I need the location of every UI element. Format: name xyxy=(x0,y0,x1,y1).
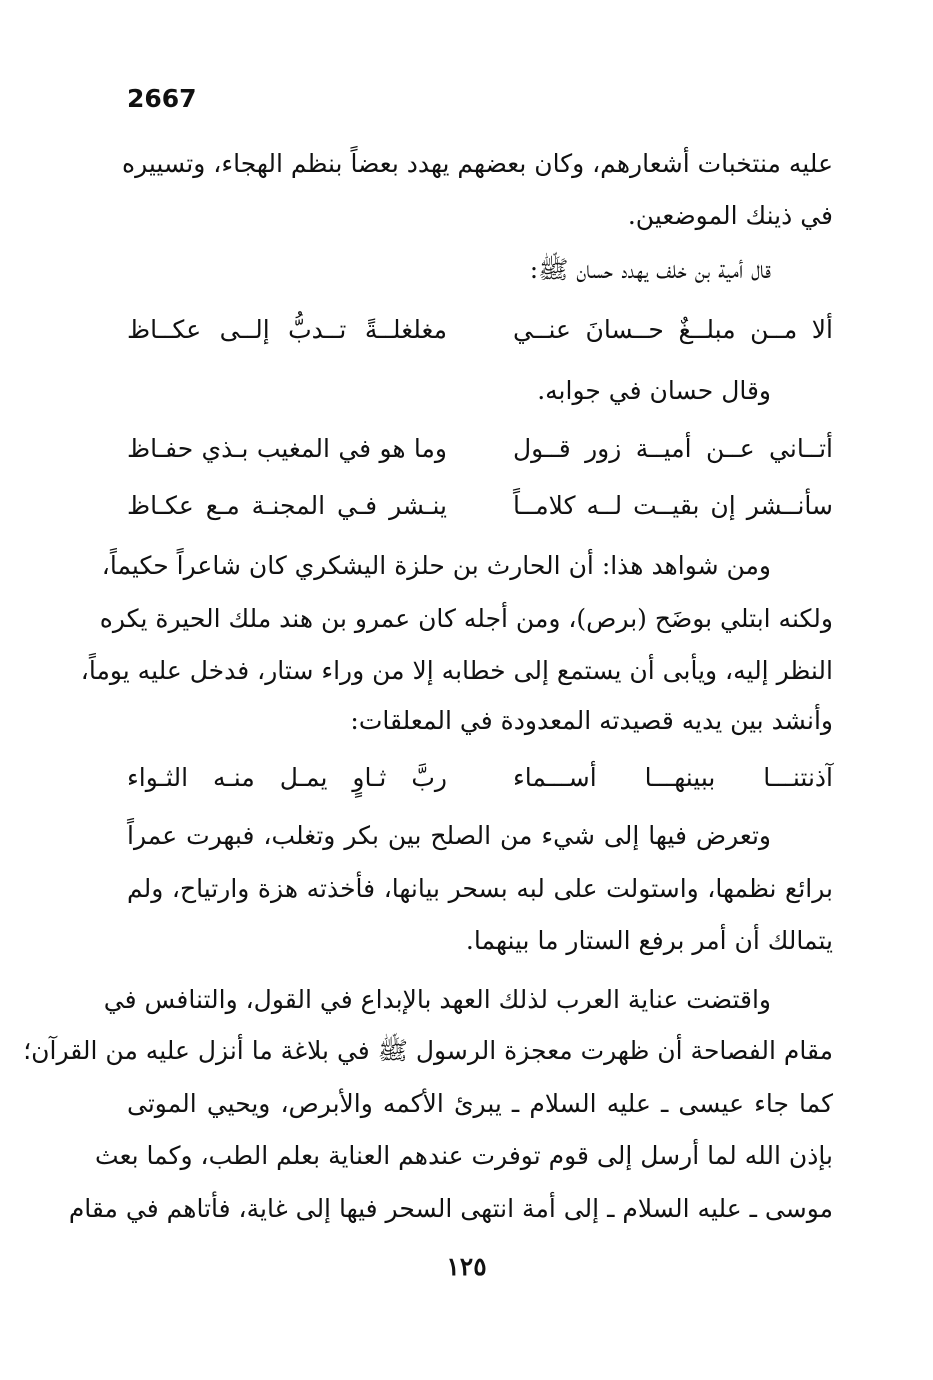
verse-4 xyxy=(127,758,833,798)
text-line-12: واقتضت عناية العرب لذلك العهد بالإبداع في القول، والتنافس في xyxy=(103,985,771,1014)
text-line-3: قال أمية بن خلف يهدد حسان ﷺ: xyxy=(529,255,771,284)
text-line-11: يتمالك أن أمر برفع الستار ما بينهما. xyxy=(465,926,833,955)
verse-1-first-hemistich: ألا مــن مبلــغٌ حــسانَ عنــي xyxy=(513,315,833,344)
text-line-1: عليه منتخبات أشعارهم، وكان بعضهم يهدد بعضاً بنظم الهجاء، وتسييره xyxy=(122,149,833,178)
text-line-15: بإذن الله لما أرسل إلى قوم توفرت عندهم العناية بعلم الطب، وكما بعث xyxy=(95,1141,833,1170)
text-line-10: برائع نظمها، واستولت على لبه بسحر بيانها، فأخذته هزة وارتياح، ولم xyxy=(127,874,833,903)
text-line-13: مقام الفصاحة أن ظهرت معجزة الرسول ﷺ في بلاغة ما أنزل عليه من القرآن؛ xyxy=(23,1036,833,1065)
verse-2-first-hemistich: أتــاني عــن أميــة زور قــول xyxy=(513,434,833,463)
verse-2 xyxy=(127,429,833,469)
verse-1-second-hemistich: مغلغلــةً تــدبُّ إلــى عكــاظ xyxy=(127,315,447,344)
text-line-7: النظر إليه، ويأبى أن يستمع إلى خطابه إلا من وراء ستار، فدخل عليه يوماً، xyxy=(80,656,833,685)
text-line-16: موسى ـ عليه السلام ـ إلى أمة انتهى السحر فيها إلى غاية، فأتاهم في مقام xyxy=(68,1194,833,1223)
verse-4-second-hemistich: ربَّ ثـاوٍ يمـل منـه الثـواء xyxy=(127,763,447,792)
verse-4-first-hemistich: آذنتنـــا ببينهـــا أســـماء xyxy=(513,763,833,792)
text-line-4: وقال حسان في جوابه. xyxy=(537,376,771,405)
text-line-14: كما جاء عيسى ـ عليه السلام ـ يبرئ الأكمه والأبرص، ويحيي الموتى xyxy=(127,1089,833,1118)
verse-3-first-hemistich: سأنــشر إن بقيــت لــه كلامــاً xyxy=(513,491,833,520)
text-line-6: ولكنه ابتلي بوضَح (برص)، ومن أجله كان عمرو بن هند ملك الحيرة يكره xyxy=(99,604,833,633)
text-line-2: في ذينك الموضعين. xyxy=(627,201,833,230)
text-line-9: وتعرض فيها إلى شيء من الصلح بين بكر وتغلب، فبهرت عمراً xyxy=(127,821,771,850)
text-line-5: ومن شواهد هذا: أن الحارث بن حلزة اليشكري كان شاعراً حكيماً، xyxy=(101,551,771,580)
text-line-8: وأنشد بين يديه قصيدته المعدودة في المعلقات: xyxy=(350,706,833,735)
page-number: ١٢٥ xyxy=(446,1252,487,1281)
verse-1 xyxy=(127,310,833,350)
verse-3-second-hemistich: ينـشر فـي المجنـة مـع عكـاظ xyxy=(127,491,447,520)
page-identifier: 2667 xyxy=(127,84,197,113)
verse-2-second-hemistich: وما هو في المغيب بـذي حفـاظ xyxy=(127,434,447,463)
verse-3 xyxy=(127,486,833,526)
